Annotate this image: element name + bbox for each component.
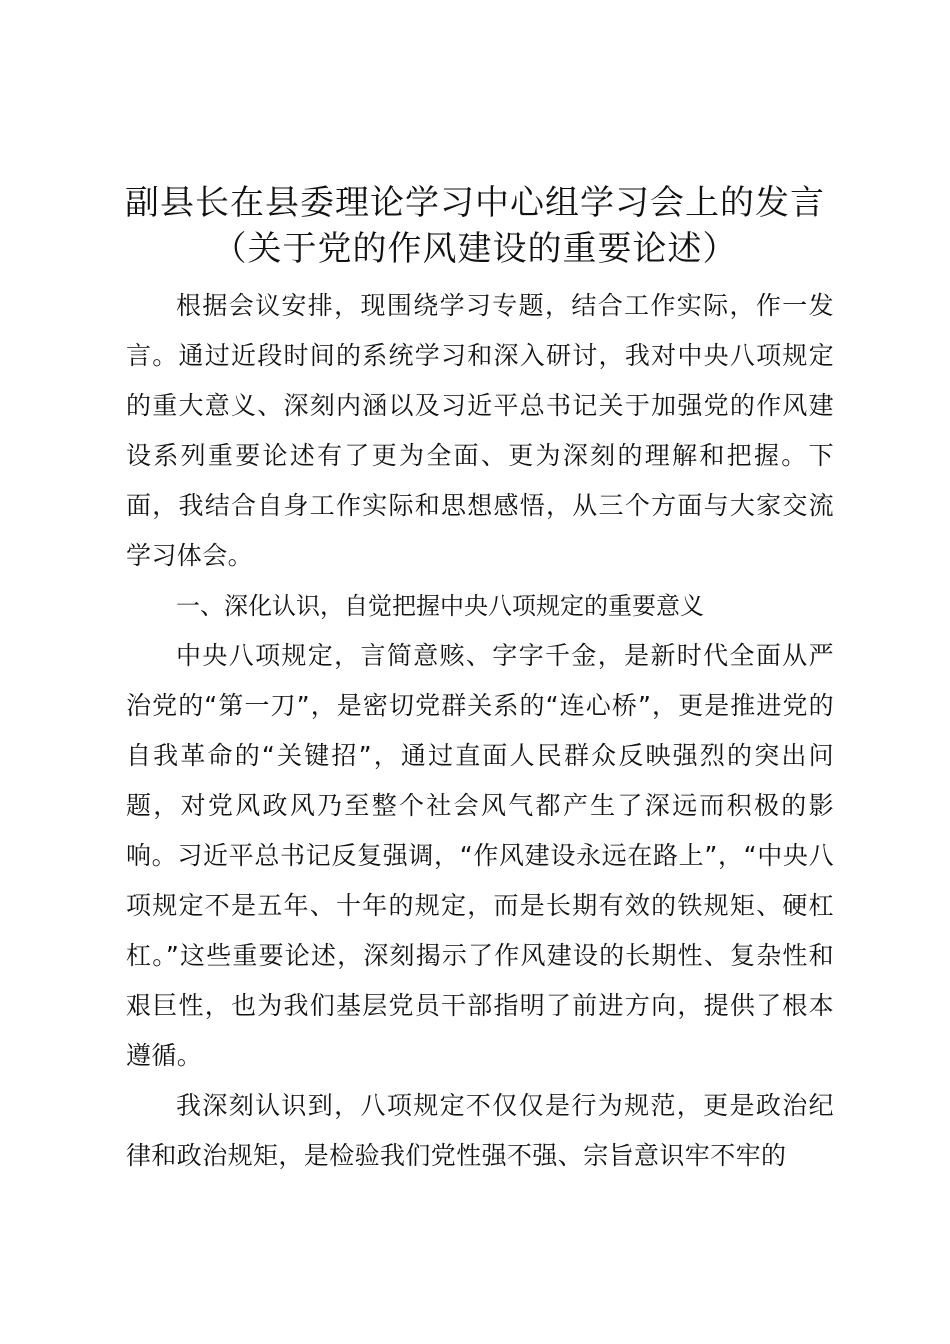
title-line-1: 副县长在县委理论学习中心组学习会上的发言 (125, 183, 825, 223)
document-title (0, 180, 950, 272)
document-body (126, 281, 834, 1181)
title-line-2: （关于党的作风建设的重要论述） (212, 229, 738, 269)
paragraph-section-1: 中央八项规定，言简意赅、字字千金，是新时代全面从严治党的“第一刀”，是密切党群关系的“连心桥”，更是推进党的自我革命的“关键招”，通过直面人民群众反映强烈的突出问题，对党风政风乃至整个社会风气都产生了深远而积极的影响。习近平总书记反复强调，“作风建设永远在路上”，“中央八项规定不是五年、十年的规定，而是长期有效的铁规矩、硬杠杠。”这些重要论述，深刻揭示了作风建设的长期性、复杂性和艰巨性，也为我们基层党员干部指明了前进方向，提供了根本遵循。 (126, 641, 834, 1070)
section-heading-1: 一、深化认识，自觉把握中央八项规定的重要意义 (176, 592, 704, 620)
paragraph-intro: 根据会议安排，现围绕学习专题，结合工作实际，作一发言。通过近段时间的系统学习和深入研讨，我对中央八项规定的重大意义、深刻内涵以及习近平总书记关于加强党的作风建设系列重要论述有了更为全面、更为深刻的理解和把握。下面，我结合自身工作实际和思想感悟，从三个方面与大家交流学习体会。 (126, 291, 834, 570)
paragraph-section-1-continued: 我深刻认识到，八项规定不仅仅是行为规范，更是政治纪律和政治规矩，是检验我们党性强不强、宗旨意识牢不牢的 (126, 1091, 834, 1170)
